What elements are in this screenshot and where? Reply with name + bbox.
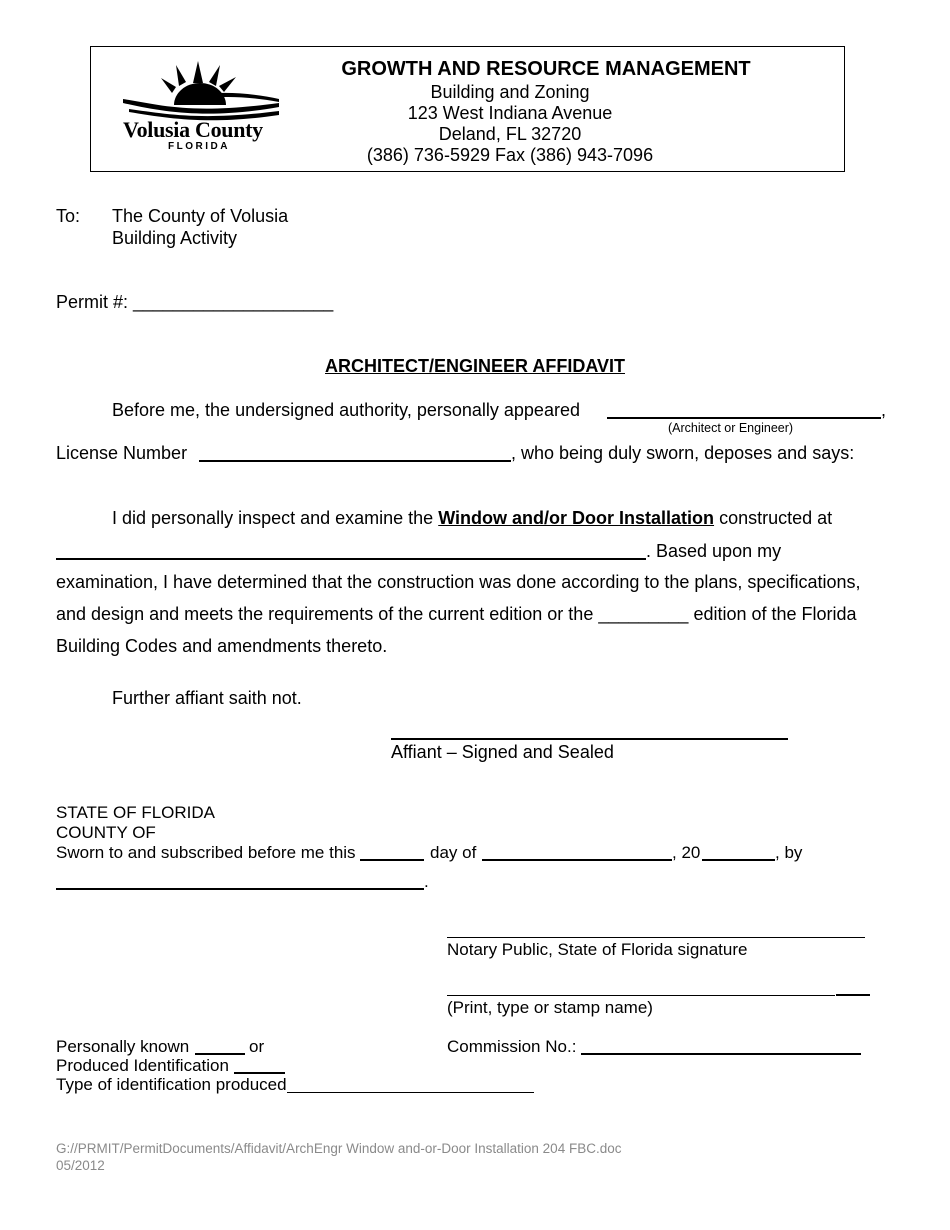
day-of-text: day of (430, 843, 477, 862)
sworn-text-a: Sworn to and subscribed before me this (56, 843, 356, 862)
state-label: STATE OF FLORIDA (56, 803, 215, 822)
month-blank[interactable] (482, 843, 672, 861)
notary-signature-caption: Notary Public, State of Florida signature (447, 940, 748, 959)
letterhead (90, 46, 845, 172)
license-label: License Number (56, 443, 188, 463)
phone-fax: (386) 736-5929 Fax (386) 943-7096 (366, 145, 654, 165)
architect-caption: (Architect or Engineer) (668, 421, 794, 435)
examination-line: examination, I have determined that the construction was done according to the plans, specifications, (56, 572, 861, 592)
inspect-intro: I did personally inspect and examine the (112, 508, 434, 528)
affiant-caption: Affiant – Signed and Sealed (391, 742, 614, 762)
inspect-text (112, 508, 832, 529)
further-text: Further affiant saith not. (112, 688, 302, 708)
location-blank[interactable] (56, 541, 646, 560)
to-label: To: (56, 206, 81, 226)
sworn-line (56, 843, 356, 863)
comma: , (881, 400, 887, 420)
appeared-text: Before me, the undersigned authority, personally appeared (112, 400, 580, 420)
codes-line: Building Codes and amendments thereto. (56, 636, 388, 656)
to-line2: Building Activity (112, 228, 238, 248)
day-blank[interactable] (360, 843, 424, 861)
id-type-label: Type of identification produced (56, 1075, 287, 1094)
or-text: or (249, 1037, 265, 1056)
affiant-name-blank[interactable] (607, 400, 881, 419)
period: . (424, 872, 429, 891)
year-blank[interactable] (702, 843, 775, 861)
based-upon: . Based upon my (646, 541, 782, 561)
edition-blank[interactable]: _________ (598, 604, 689, 624)
affiant-signature-line[interactable] (391, 738, 788, 740)
year-prefix: , 20 (672, 843, 701, 862)
produced-id-label: Produced Identification (56, 1056, 229, 1075)
logo-name: Volusia County (123, 117, 263, 142)
license-number-blank[interactable] (199, 443, 511, 462)
by-text: , by (775, 843, 803, 862)
address-line2: Deland, FL 32720 (438, 124, 582, 144)
requirements-a: and design and meets the requirements of the current edition or the (56, 604, 594, 624)
requirements-b: edition of the Florida (693, 604, 857, 624)
sworn-text: , who being duly sworn, deposes and says: (511, 443, 855, 463)
sworn-by-blank[interactable] (56, 872, 424, 890)
county-label: COUNTY OF (56, 823, 156, 842)
personally-known-blank[interactable] (195, 1037, 245, 1055)
print-caption: (Print, type or stamp name) (447, 998, 653, 1017)
notary-name-line[interactable] (447, 995, 835, 996)
id-type-blank[interactable] (287, 1075, 534, 1093)
commission-label: Commission No.: (447, 1037, 577, 1056)
logo-subtitle: FLORIDA (168, 141, 230, 152)
notary-signature-line[interactable] (447, 937, 865, 938)
revision-date: 05/2012 (56, 1158, 105, 1173)
commission-blank[interactable] (581, 1037, 861, 1055)
notary-name-line-end (836, 994, 870, 996)
address-line1: 123 West Indiana Avenue (407, 103, 613, 123)
to-line1: The County of Volusia (112, 206, 289, 226)
produced-id-blank[interactable] (234, 1056, 285, 1074)
requirements-line (56, 604, 857, 625)
permit-field[interactable]: Permit #: ____________________ (56, 292, 334, 312)
file-path: G://PRMIT/PermitDocuments/Affidavit/ArchEngr Window and-or-Door Installation 204 FBC.doc (56, 1141, 622, 1156)
agency-name: GROWTH AND RESOURCE MANAGEMENT (341, 58, 751, 80)
department: Building and Zoning (430, 82, 590, 102)
page-title: ARCHITECT/ENGINEER AFFIDAVIT (325, 356, 625, 376)
personally-known-label: Personally known (56, 1037, 190, 1056)
constructed-at: constructed at (719, 508, 833, 528)
installation-scope: Window and/or Door Installation (438, 508, 715, 528)
